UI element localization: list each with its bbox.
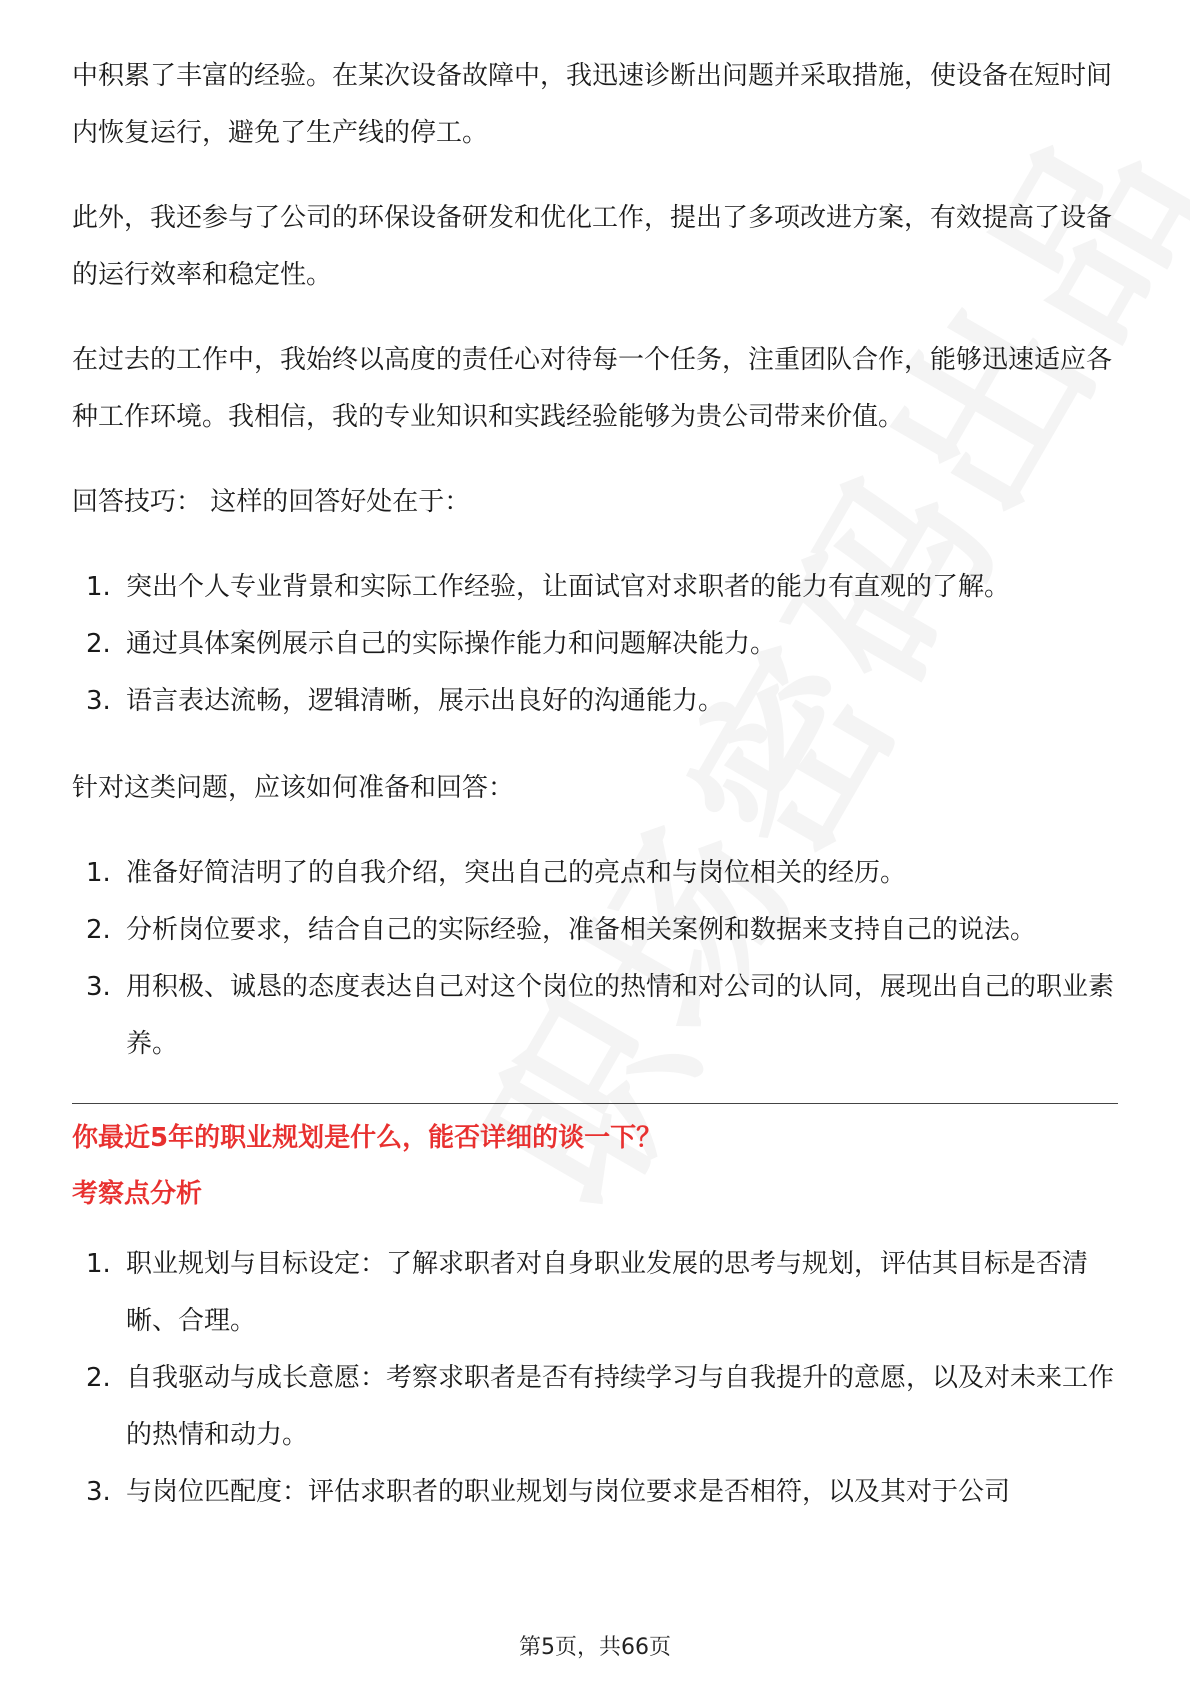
list-item-text: 通过具体案例展示自己的实际操作能力和问题解决能力。 <box>126 629 777 659</box>
tips-list <box>72 559 1118 730</box>
list-item: 2. 通过具体案例展示自己的实际操作能力和问题解决能力。 <box>86 629 777 659</box>
prepare-list <box>72 845 1118 1073</box>
list-item-text: 自我驱动与成长意愿：考察求职者是否有持续学习与自我提升的意愿，以及对未来工作的热情和动力。 <box>126 1363 1115 1450</box>
list-item-text: 与岗位匹配度：评估求职者的职业规划与岗位要求是否相符，以及其对于公司 <box>126 1477 1011 1507</box>
list-item: 1. 突出个人专业背景和实际工作经验，让面试官对求职者的能力有直观的了解。 <box>86 572 1011 602</box>
paragraph-3: 在过去的工作中，我始终以高度的责任心对待每一个任务，注重团队合作，能够迅速适应各种工作环境。我相信，我的专业知识和实践经验能够为贵公司带来价值。 <box>72 345 1113 432</box>
list-item: 3. 与岗位匹配度：评估求职者的职业规划与岗位要求是否相符，以及其对于公司 <box>86 1477 1011 1507</box>
page-content <box>72 48 1118 1551</box>
list-item-text: 用积极、诚恳的态度表达自己对这个岗位的热情和对公司的认同，展现出自己的职业素养。 <box>126 972 1115 1059</box>
page-footer: 第5页，共66页 <box>519 1635 671 1660</box>
list-item-text: 职业规划与目标设定：了解求职者对自身职业发展的思考与规划，评估其目标是否清晰、合理。 <box>126 1249 1089 1336</box>
analysis-heading: 考察点分析 <box>72 1179 203 1209</box>
paragraph-2: 此外，我还参与了公司的环保设备研发和优化工作，提出了多项改进方案，有效提高了设备的运行效率和稳定性。 <box>72 203 1113 290</box>
list-item: 1. 准备好简洁明了的自我介绍，突出自己的亮点和与岗位相关的经历。 <box>86 858 907 888</box>
list-item-text: 准备好简洁明了的自我介绍，突出自己的亮点和与岗位相关的经历。 <box>126 858 907 888</box>
analysis-list <box>72 1236 1118 1521</box>
list-item: 3. 语言表达流畅，逻辑清晰，展示出良好的沟通能力。 <box>86 686 725 716</box>
list-item: 2. 分析岗位要求，结合自己的实际经验，准备相关案例和数据来支持自己的说法。 <box>86 915 1037 945</box>
paragraph-1: 中积累了丰富的经验。在某次设备故障中，我迅速诊断出问题并采取措施，使设备在短时间内恢复运行，避免了生产线的停工。 <box>72 61 1113 148</box>
prepare-intro: 针对这类问题，应该如何准备和回答： <box>72 773 515 803</box>
list-item: 1. 职业规划与目标设定：了解求职者对自身职业发展的思考与规划，评估其目标是否清晰、合理。 <box>86 1249 1089 1336</box>
list-item: 2. 自我驱动与成长意愿：考察求职者是否有持续学习与自我提升的意愿，以及对未来工作的热情和动力。 <box>86 1363 1115 1450</box>
list-item-text: 分析岗位要求，结合自己的实际经验，准备相关案例和数据来支持自己的说法。 <box>126 915 1037 945</box>
section-divider <box>72 1103 1118 1104</box>
list-item-text: 突出个人专业背景和实际工作经验，让面试官对求职者的能力有直观的了解。 <box>126 572 1011 602</box>
tips-intro: 回答技巧： 这样的回答好处在于： <box>72 487 471 517</box>
question-title: 你最近5年的职业规划是什么，能否详细的谈一下？ <box>72 1123 663 1153</box>
list-item: 3. 用积极、诚恳的态度表达自己对这个岗位的热情和对公司的认同，展现出自己的职业素养。 <box>86 972 1115 1059</box>
list-item-text: 语言表达流畅，逻辑清晰，展示出良好的沟通能力。 <box>126 686 725 716</box>
